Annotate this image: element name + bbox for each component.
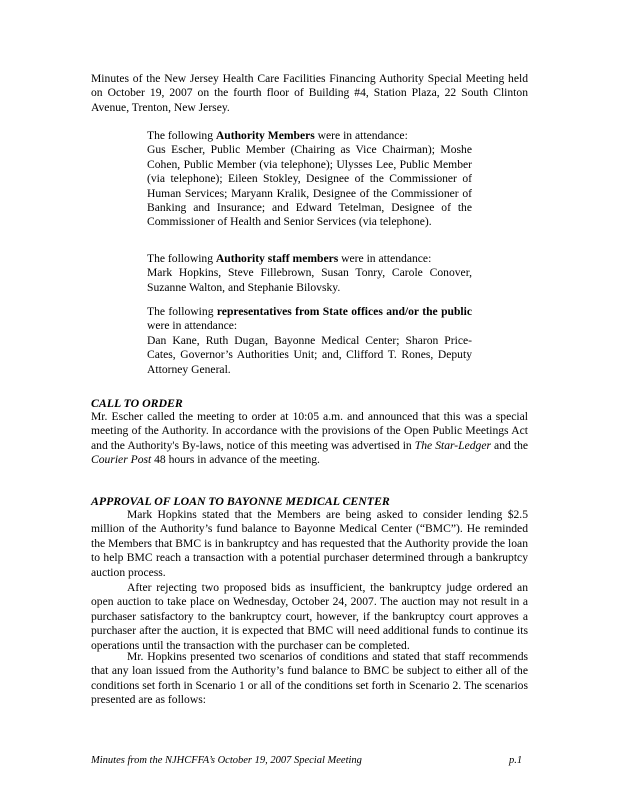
call-to-order-text: Mr. Escher called the meeting to order at 10:05 a.m. and announced that this was a special meeting of the Authority. In accordance with the provisions of the Open Public Meetings Act and the Authority's By-laws, notice of this meeting was advertised in [91, 410, 528, 452]
page-number: p.1 [509, 755, 523, 766]
loan-heading: APPROVAL OF LOAN TO BAYONNE MEDICAL CENTER [91, 494, 390, 508]
loan-paragraph-3: Mr. Hopkins presented two scenarios of conditions and stated that staff recommends that any loan issued from the Authority’s fund balance to BMC be subject to either all of the conditions set forth in Scenario 1 or all of the conditions set forth in Scenario 2. The scenarios presented are as follows: [91, 650, 528, 707]
members-lead: The following [147, 129, 216, 142]
footer-title: Minutes from the NJHCFFA’s October 19, 2007 Special Meeting [91, 755, 362, 766]
reps-lead: The following [147, 305, 217, 318]
staff-lead: The following [147, 252, 216, 265]
call-to-order-text-and: and the [491, 438, 529, 452]
staff-heading: Authority staff members [215, 252, 339, 265]
loan-paragraph-2: After rejecting two proposed bids as insufficient, the bankruptcy judge ordered an open auction to take place on Wednesday, October 24, 2007. The auction may not result in a purchaser satisfactory to the bankruptcy court, however, if the bankruptcy court approves a purchaser after the auction, it is expected that BMC will need additional funds to continue its operations until the transaction with the purchaser can be completed. [91, 581, 528, 652]
members-lead-end: were in attendance: [314, 129, 408, 142]
call-to-order-paragraph [91, 410, 528, 468]
call-to-order-heading: CALL TO ORDER [91, 396, 183, 410]
members-heading: Authority Members [215, 129, 315, 142]
intro-paragraph: Minutes of the New Jersey Health Care Facilities Financing Authority Special Meeting held on October 19, 2007 on the fourth floor of Building #4, Station Plaza, 22 South Clinton Avenue, Trenton, New Jersey. [91, 72, 528, 114]
newspaper-courier-post: Courier Post [91, 453, 152, 467]
reps-attendance [147, 305, 472, 377]
staff-attendance [147, 252, 472, 295]
loan-paragraph-1: Mark Hopkins stated that the Members are being asked to consider lending $2.5 million of the Authority’s fund balance to Bayonne Medical Center (“BMC”). He reminded the Members that BMC is in bankruptcy and has requested that the Authority provide the loan to help BMC reach a transaction with a potential purchaser determined through a bankruptcy auction process. [91, 508, 528, 579]
reps-lead-end: were in attendance: [147, 319, 238, 333]
staff-lead-end: were in attendance: [338, 252, 432, 265]
call-to-order-text-end: 48 hours in advance of the meeting. [151, 453, 320, 467]
members-names: Gus Escher, Public Member (Chairing as Vice Chairman); Moshe Cohen, Public Member (via telephone); Ulysses Lee, Public Member (via telephone); Eileen Stokley, Designee of the Commissioner of Human Services; Maryann Kralik, Designee of the Commissioner of Banking and Insurance; and Edward Tetelman, Designee of the Commissioner of Health and Senior Services (via telephone). [147, 143, 472, 229]
staff-names: Mark Hopkins, Steve Fillebrown, Susan Tonry, Carole Conover, Suzanne Walton, and Stephanie Bilovsky. [147, 266, 472, 294]
members-attendance [147, 129, 472, 230]
newspaper-star-ledger: The Star-Ledger [414, 438, 492, 452]
reps-names: Dan Kane, Ruth Dugan, Bayonne Medical Center; Sharon Price-Cates, Governor’s Authorities Unit; and, Clifford T. Rones, Deputy Attorney General. [147, 333, 472, 376]
reps-heading: representatives from State offices and/or the public [216, 305, 473, 318]
